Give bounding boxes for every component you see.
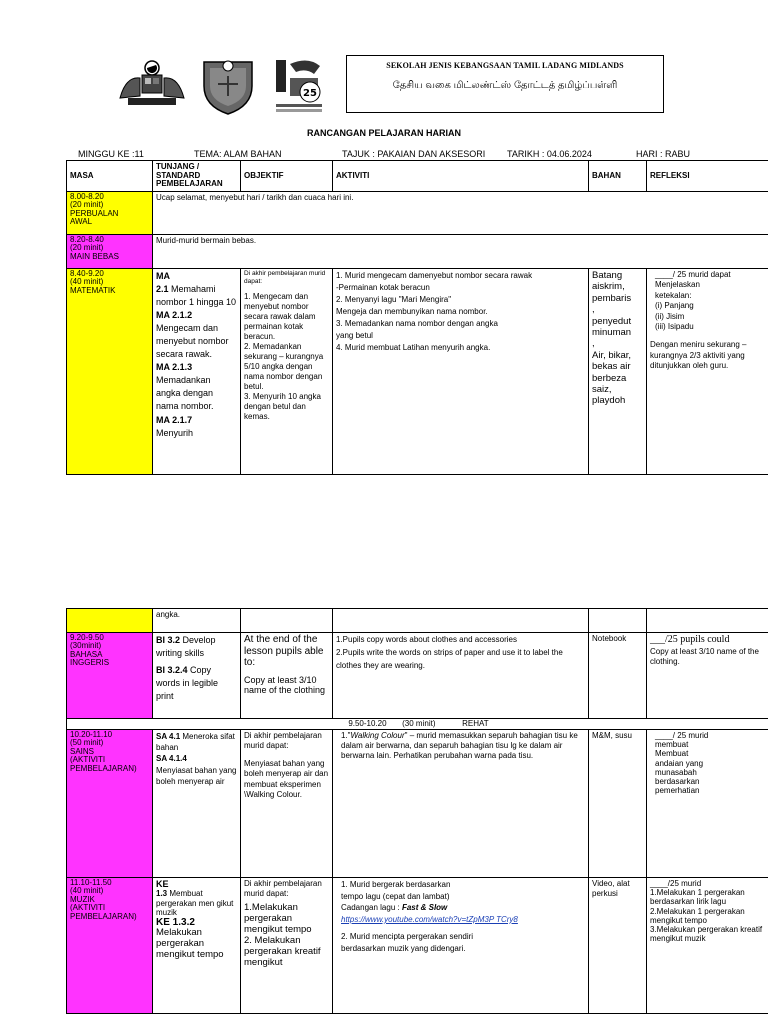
lesson-plan-table-top: [66, 160, 768, 475]
refleksi-sains: ____/ 25 murid membuat Membuat andaian yang munasabah berdasarkan pemerhatian: [647, 730, 768, 878]
tunjang-sains: SA 4.1 Meneroka sifat bahan SA 4.1.4 Menyiasat bahan yang boleh menyerap air: [153, 730, 241, 878]
col-header-masa: MASA: [67, 161, 153, 192]
objektif-matematik: Di akhir pembelajaran murid dapat: 1. Mengecam dan menyebut nombor secara rawak dalam permainan kotak beracun. 2. Memadankan sekurang – kurangnya 5/10 angka dengan nama nombor dengan betul. 3. Menyurih 10 angka dengan betul dan kemas.: [241, 269, 333, 475]
school-name-tamil: தேசிய வகை மிட்லண்ட்ஸ் தோட்டத் தமிழ்ப்பள்ளி: [392, 80, 618, 91]
tunjang-matematik: MA 2.1 Memahami nombor 1 hingga 10 MA 2.1.2 Mengecam dan menyebut nombor secara rawak. MA 2.1.3 Memadankan angka dengan nama nombor. MA 2.1.7 Menyurih: [153, 269, 241, 475]
aktiviti-matematik: 1. Murid mengecam damenyebut nombor secara rawak -Permainan kotak beracun 2. Menyanyi lagu "Mari Mengira" Mengeja dan membunyikan nama nombor. 3. Memadankan nama nombor dengan angka yang betul 4. Murid membuat Latihan menyurih angka.: [333, 269, 589, 475]
tunjang-muzik: KE 1.3 Membuat pergerakan men gikut muzik KE 1.3.2 Melakukan pergerakan mengikut tempo: [153, 878, 241, 1014]
bahan-bahasa-inggeris: Notebook: [589, 633, 647, 719]
tema-label: TEMA: ALAM BAHAN: [194, 149, 282, 159]
masa-muzik: 11.10-11.50 (40 minit) MUZIK (AKTIVITI PEMBELAJARAN): [67, 878, 153, 1014]
masa-sains: 10.20-11.10 (50 minit) SAINS (AKTIVITI PEMBELAJARAN): [67, 730, 153, 878]
col-header-aktiviti: AKTIVITI: [333, 161, 589, 192]
refleksi-matematik: ____/ 25 murid dapat Menjelaskan ketekalan: (i) Panjang (ii) Jisim (iii) Isipadu Dengan meniru sekurang – kurangnya 2/3 aktiviti yang ditunjukkan oleh guru.: [647, 269, 768, 475]
aktiviti-bahasa-inggeris: 1.Pupils copy words about clothes and accessories 2.Pupils write the words on strips of paper and use it to label the clothes they are wearing.: [333, 633, 589, 719]
rehat-duration: (30 minit): [402, 719, 436, 728]
aktiviti-muzik: 1. Murid bergerak berdasarkan tempo lagu (cepat dan lambat) Cadangan lagu : Fast & Slow https://www.youtube.com/watch?v=tZpM3P TCry8 2. Murid mencipta pergerakan sendiri berdasarkan muzik yang didengari.: [333, 878, 589, 1014]
malaysia-coat-of-arms-logo: [114, 58, 190, 110]
lesson-plan-table-bottom: [66, 608, 768, 1014]
rehat-time: 9.50-10.20: [348, 719, 387, 728]
masa-main-bebas: 8.20-8.40 (20 minit) MAIN BEBAS: [67, 235, 153, 269]
tunjang-bahasa-inggeris: BI 3.2 Develop writing skills BI 3.2.4 Copy words in legible print: [153, 633, 241, 719]
perbualan-content: Ucap selamat, menyebut hari / tarikh dan cuaca hari ini.: [153, 192, 768, 235]
bahan-continuation: [589, 609, 647, 633]
bahan-matematik: Batang aiskrim, pembaris , penyedut minuman , Air, bikar, bekas air berbeza saiz, playdoh: [589, 269, 647, 475]
rehat-label: REHAT: [462, 719, 489, 728]
refleksi-bahasa-inggeris: ___/25 pupils could Copy at least 3/10 name of the clothing.: [647, 633, 768, 719]
col-header-refleksi: REFLEKSI: [647, 161, 768, 192]
tarikh-label: TARIKH : 04.06.2024: [507, 149, 592, 159]
hari-label: HARI : RABU: [636, 149, 691, 159]
page-title: RANCANGAN PELAJARAN HARIAN: [306, 128, 461, 138]
objektif-bahasa-inggeris: At the end of the lesson pupils able to: Copy at least 3/10 name of the clothing: [241, 633, 333, 719]
minggu-label: MINGGU KE :11: [78, 149, 144, 159]
school-name-box: [346, 55, 664, 113]
aktiviti-sains: 1."Walking Colour" – murid memasukkan separuh bahagian tisu ke dalam air berwarna, dan separuh bahagian tisu lg ke dalam air berwarna lain. Perhatikan perubahan warna pada tisu.: [333, 730, 589, 878]
youtube-link[interactable]: https://www.youtube.com/watch?v=tZpM3P TCry8: [341, 914, 518, 924]
masa-perbualan: 8.00-8.20 (20 minit) PERBUALAN AWAL: [67, 192, 153, 235]
col-header-tunjang: TUNJANG / STANDARD PEMBELAJARAN: [153, 161, 241, 192]
objektif-sains: Di akhir pembelajaran murid dapat: Menyiasat bahan yang boleh menyerap air dan membuat eksperimen \Walking Colour.: [241, 730, 333, 878]
bahan-muzik: Video, alat perkusi: [589, 878, 647, 1014]
aktiviti-continuation: [333, 609, 589, 633]
tajuk-label: TAJUK : PAKAIAN DAN AKSESORI: [342, 149, 486, 159]
objektif-continuation: [241, 609, 333, 633]
bahan-sains: M&M, susu: [589, 730, 647, 878]
masa-matematik: 8.40-9.20 (40 minit) MATEMATIK: [67, 269, 153, 475]
school-crest-logo: [198, 54, 258, 116]
rehat-row: [67, 719, 768, 730]
tunjang-continuation: angka.: [153, 609, 241, 633]
refleksi-continuation: [647, 609, 768, 633]
masa-bahasa-inggeris: 9.20-9.50 (30minit) BAHASA INGGERIS: [67, 633, 153, 719]
anniversary-25-logo: [272, 56, 326, 116]
objektif-muzik: Di akhir pembelajaran murid dapat: 1.Melakukan pergerakan mengikut tempo 2. Melakukan pergerakan kreatif mengikut: [241, 878, 333, 1014]
col-header-bahan: BAHAN: [589, 161, 647, 192]
masa-continuation: [67, 609, 153, 633]
refleksi-muzik: ____/25 murid 1.Melakukan 1 pergerakan berdasarkan lirik lagu 2.Melakukan 1 pergerakan mengikut tempo 3.Melakukan pergerakan kreatif mengikut muzik: [647, 878, 768, 1014]
col-header-objektif: OBJEKTIF: [241, 161, 333, 192]
main-bebas-content: Murid-murid bermain bebas.: [153, 235, 768, 269]
logo-25-text: 25: [303, 88, 317, 99]
school-name: SEKOLAH JENIS KEBANGSAAN TAMIL LADANG MIDLANDS: [386, 61, 624, 70]
